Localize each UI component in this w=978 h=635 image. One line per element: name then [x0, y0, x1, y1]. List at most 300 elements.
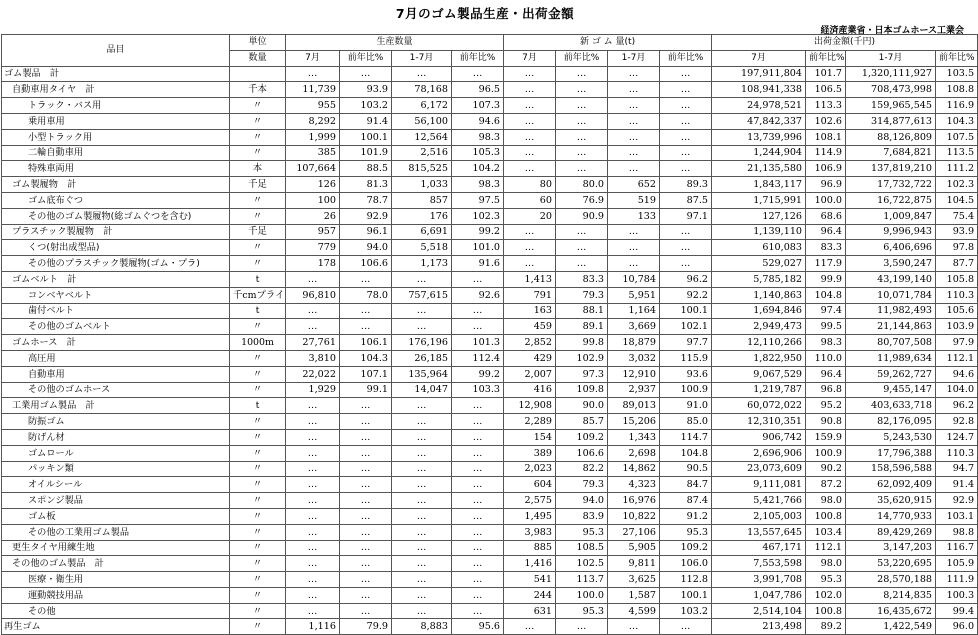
table-row: [2, 224, 978, 240]
row-value: 757,615: [392, 287, 452, 303]
row-value: …: [660, 129, 712, 145]
table-row: [2, 98, 978, 114]
row-value: 107.5: [936, 129, 978, 145]
row-value: 98.3: [452, 129, 504, 145]
row-value: 110.0: [806, 350, 846, 366]
row-value: 27,106: [608, 524, 660, 540]
row-value: …: [286, 303, 340, 319]
row-value: 112.1: [936, 350, 978, 366]
row-value: …: [340, 587, 392, 603]
row-value: …: [392, 603, 452, 619]
header-sub: 前年比%: [936, 50, 978, 66]
header-sub: 7月: [504, 50, 556, 66]
row-value: 96.2: [936, 398, 978, 414]
row-value: 11,989,634: [846, 350, 936, 366]
row-unit: 〃: [230, 414, 286, 430]
table-row: [2, 524, 978, 540]
row-value: 104.8: [660, 445, 712, 461]
row-value: 95.3: [556, 524, 608, 540]
row-value: 159.9: [806, 429, 846, 445]
row-value: 12,310,351: [712, 414, 806, 430]
row-value: …: [556, 619, 608, 635]
row-item-name: その他のゴム製履物(総ゴムぐつを含む): [2, 208, 230, 224]
row-item-name: ゴム製品 計: [2, 66, 230, 82]
row-value: …: [452, 477, 504, 493]
row-value: 158,596,588: [846, 461, 936, 477]
row-value: 1,164: [608, 303, 660, 319]
row-value: …: [392, 540, 452, 556]
row-value: 1,140,863: [712, 287, 806, 303]
row-value: 78.7: [340, 192, 392, 208]
row-value: …: [340, 461, 392, 477]
row-value: 106.6: [556, 445, 608, 461]
row-value: 610,083: [712, 240, 806, 256]
row-value: …: [392, 445, 452, 461]
row-value: …: [556, 161, 608, 177]
header-item: 品目: [2, 35, 230, 67]
row-value: 12,564: [392, 129, 452, 145]
row-value: 3,625: [608, 572, 660, 588]
table-row: [2, 145, 978, 161]
row-value: 11,739: [286, 82, 340, 98]
row-value: 127,126: [712, 208, 806, 224]
row-value: …: [608, 113, 660, 129]
row-value: …: [392, 271, 452, 287]
row-item-name: ゴムホース 計: [2, 335, 230, 351]
row-item-name: ゴムベルト 計: [2, 271, 230, 287]
row-item-name: その他のゴム製品 計: [2, 556, 230, 572]
row-value: …: [340, 556, 392, 572]
row-value: 102.0: [806, 587, 846, 603]
row-value: 96.0: [936, 619, 978, 635]
row-value: …: [660, 82, 712, 98]
row-value: 96,810: [286, 287, 340, 303]
row-value: 113.7: [556, 572, 608, 588]
row-value: 89.2: [806, 619, 846, 635]
row-value: 111.2: [936, 161, 978, 177]
row-item-name: ゴム製履物 計: [2, 177, 230, 193]
table-row: [2, 398, 978, 414]
row-value: 955: [286, 98, 340, 114]
row-value: 9,111,081: [712, 477, 806, 493]
row-value: 87.7: [936, 256, 978, 272]
table-row: [2, 271, 978, 287]
row-value: …: [392, 303, 452, 319]
row-value: 104.3: [340, 350, 392, 366]
row-value: 176,196: [392, 335, 452, 351]
row-value: 99.9: [806, 271, 846, 287]
row-value: 5,421,766: [712, 493, 806, 509]
row-item-name: 二輪自動車用: [2, 145, 230, 161]
row-value: …: [286, 398, 340, 414]
row-value: 133: [608, 208, 660, 224]
row-value: 88.5: [340, 161, 392, 177]
row-unit: 〃: [230, 382, 286, 398]
row-value: 98.3: [452, 177, 504, 193]
row-value: 83.3: [806, 240, 846, 256]
row-value: 91.4: [340, 113, 392, 129]
row-value: 62,092,409: [846, 477, 936, 493]
row-value: 6,172: [392, 98, 452, 114]
row-value: 98.0: [806, 493, 846, 509]
row-value: 97.8: [936, 240, 978, 256]
row-value: 103.4: [806, 524, 846, 540]
row-value: 4,599: [608, 603, 660, 619]
row-value: 13,739,996: [712, 129, 806, 145]
row-value: 113.3: [806, 98, 846, 114]
header-new-rubber: 新 ゴ ム 量(t): [504, 35, 712, 51]
row-value: 102.6: [806, 113, 846, 129]
row-value: …: [556, 66, 608, 82]
row-value: 27,761: [286, 335, 340, 351]
row-value: …: [286, 603, 340, 619]
row-value: 1,715,991: [712, 192, 806, 208]
row-value: 1,047,786: [712, 587, 806, 603]
row-value: 8,883: [392, 619, 452, 635]
row-value: …: [452, 556, 504, 572]
row-value: 100: [286, 192, 340, 208]
row-unit: 〃: [230, 445, 286, 461]
row-value: …: [392, 556, 452, 572]
row-value: …: [504, 98, 556, 114]
row-value: 99.2: [452, 366, 504, 382]
header-sub: 1-7月: [846, 50, 936, 66]
row-value: 108.1: [806, 129, 846, 145]
row-value: …: [392, 66, 452, 82]
row-value: 1,219,787: [712, 382, 806, 398]
row-value: 97.1: [660, 208, 712, 224]
row-unit: 〃: [230, 129, 286, 145]
row-unit: 〃: [230, 619, 286, 635]
table-row: [2, 445, 978, 461]
row-value: 21,135,580: [712, 161, 806, 177]
row-value: …: [556, 129, 608, 145]
row-value: 116.7: [936, 540, 978, 556]
row-value: 178: [286, 256, 340, 272]
row-value: 96.1: [340, 224, 392, 240]
row-unit: 〃: [230, 587, 286, 603]
row-unit: 〃: [230, 524, 286, 540]
row-value: 59,262,727: [846, 366, 936, 382]
row-value: 88,126,809: [846, 129, 936, 145]
row-value: 84.7: [660, 477, 712, 493]
row-value: …: [286, 572, 340, 588]
row-item-name: その他のゴムホース: [2, 382, 230, 398]
row-value: …: [340, 572, 392, 588]
row-value: 12,910: [608, 366, 660, 382]
row-value: 3,983: [504, 524, 556, 540]
row-value: 3,991,708: [712, 572, 806, 588]
row-value: 176: [392, 208, 452, 224]
row-value: 18,879: [608, 335, 660, 351]
row-unit: t: [230, 303, 286, 319]
row-value: 76.9: [556, 192, 608, 208]
row-item-name: 再生ゴム: [2, 619, 230, 635]
row-value: …: [340, 540, 392, 556]
row-value: 2,949,473: [712, 319, 806, 335]
row-value: 98.0: [806, 556, 846, 572]
row-value: 459: [504, 319, 556, 335]
row-value: …: [340, 398, 392, 414]
row-unit: 1000m: [230, 335, 286, 351]
row-item-name: 防振ゴム: [2, 414, 230, 430]
row-unit: [230, 66, 286, 82]
row-value: …: [340, 303, 392, 319]
row-value: …: [286, 319, 340, 335]
table-row: [2, 619, 978, 635]
table-row: [2, 350, 978, 366]
row-value: 100.8: [806, 603, 846, 619]
row-value: …: [452, 445, 504, 461]
row-value: 1,694,846: [712, 303, 806, 319]
row-value: 1,413: [504, 271, 556, 287]
row-value: 101.7: [806, 66, 846, 82]
row-unit: 〃: [230, 208, 286, 224]
row-value: 7,684,821: [846, 145, 936, 161]
row-value: 2,852: [504, 335, 556, 351]
row-value: …: [392, 524, 452, 540]
row-value: …: [608, 66, 660, 82]
row-item-name: 自動車用タイヤ 計: [2, 82, 230, 98]
row-value: 117.9: [806, 256, 846, 272]
row-value: 16,722,875: [846, 192, 936, 208]
row-value: 1,495: [504, 508, 556, 524]
row-unit: 〃: [230, 540, 286, 556]
row-value: 104.5: [936, 192, 978, 208]
row-value: …: [556, 113, 608, 129]
row-value: 21,144,863: [846, 319, 936, 335]
row-value: 779: [286, 240, 340, 256]
row-value: …: [608, 82, 660, 98]
row-value: …: [556, 145, 608, 161]
row-unit: 〃: [230, 113, 286, 129]
row-value: 1,173: [392, 256, 452, 272]
row-unit: 〃: [230, 366, 286, 382]
header-sub: 前年比%: [452, 50, 504, 66]
row-value: 100.0: [556, 587, 608, 603]
row-value: …: [286, 508, 340, 524]
row-value: 105.9: [936, 556, 978, 572]
row-value: 97.5: [452, 192, 504, 208]
row-value: …: [286, 493, 340, 509]
header-unit-bottom: 数量: [230, 50, 286, 66]
row-value: 529,027: [712, 256, 806, 272]
row-value: …: [452, 524, 504, 540]
row-value: 103.1: [936, 508, 978, 524]
row-value: 91.2: [660, 508, 712, 524]
table-row: [2, 603, 978, 619]
row-value: 56,100: [392, 113, 452, 129]
row-value: 102.5: [556, 556, 608, 572]
row-value: 108.8: [936, 82, 978, 98]
row-value: …: [504, 113, 556, 129]
row-value: 2,937: [608, 382, 660, 398]
row-value: …: [392, 477, 452, 493]
table-row: [2, 82, 978, 98]
table-body: [2, 66, 978, 635]
row-value: 106.5: [806, 82, 846, 98]
header-sub: 1-7月: [608, 50, 660, 66]
row-value: 88.1: [556, 303, 608, 319]
row-value: 104.8: [806, 287, 846, 303]
row-value: …: [452, 508, 504, 524]
row-item-name: 高圧用: [2, 350, 230, 366]
row-value: 100.3: [936, 587, 978, 603]
row-value: 106.0: [660, 556, 712, 572]
row-value: …: [660, 161, 712, 177]
row-item-name: 小型トラック用: [2, 129, 230, 145]
table-row: [2, 303, 978, 319]
row-value: 95.3: [556, 603, 608, 619]
row-unit: 〃: [230, 98, 286, 114]
row-value: 12,908: [504, 398, 556, 414]
table-row: [2, 240, 978, 256]
row-value: 26,185: [392, 350, 452, 366]
row-value: 791: [504, 287, 556, 303]
row-value: 92.9: [936, 493, 978, 509]
row-value: 96.5: [452, 82, 504, 98]
row-value: 104.2: [452, 161, 504, 177]
row-value: 107,664: [286, 161, 340, 177]
header-sub: 1-7月: [392, 50, 452, 66]
table-row: [2, 587, 978, 603]
row-value: …: [286, 477, 340, 493]
row-value: 106.1: [340, 335, 392, 351]
row-value: 8,292: [286, 113, 340, 129]
row-value: 80: [504, 177, 556, 193]
row-value: …: [452, 587, 504, 603]
row-value: 92.9: [340, 208, 392, 224]
row-value: …: [452, 319, 504, 335]
row-unit: 千cmプライ: [230, 287, 286, 303]
row-value: 14,770,933: [846, 508, 936, 524]
row-value: 91.4: [936, 477, 978, 493]
row-unit: 千足: [230, 224, 286, 240]
header-sub: 7月: [286, 50, 340, 66]
row-value: 2,514,104: [712, 603, 806, 619]
row-value: …: [660, 98, 712, 114]
header-row-1: [2, 35, 978, 51]
table-row: [2, 540, 978, 556]
row-value: 541: [504, 572, 556, 588]
row-value: …: [286, 587, 340, 603]
row-value: …: [608, 240, 660, 256]
row-value: 403,633,718: [846, 398, 936, 414]
row-value: 90.0: [556, 398, 608, 414]
row-value: 80.0: [556, 177, 608, 193]
row-item-name: その他のゴムベルト: [2, 319, 230, 335]
row-value: 652: [608, 177, 660, 193]
row-item-name: 更生タイヤ用練生地: [2, 540, 230, 556]
row-value: 99.8: [556, 335, 608, 351]
row-value: 2,698: [608, 445, 660, 461]
row-value: 109.2: [556, 429, 608, 445]
row-item-name: 防げん材: [2, 429, 230, 445]
row-value: …: [452, 493, 504, 509]
row-value: …: [286, 445, 340, 461]
row-unit: 〃: [230, 477, 286, 493]
row-value: …: [660, 240, 712, 256]
row-value: 885: [504, 540, 556, 556]
row-value: 9,996,943: [846, 224, 936, 240]
row-value: 3,810: [286, 350, 340, 366]
row-value: 47,842,337: [712, 113, 806, 129]
row-value: 1,320,111,927: [846, 66, 936, 82]
row-value: 99.4: [936, 603, 978, 619]
row-value: 110.3: [936, 445, 978, 461]
row-value: …: [452, 398, 504, 414]
row-item-name: その他のプラスチック製履物(ゴム・プラ): [2, 256, 230, 272]
row-value: …: [286, 66, 340, 82]
row-value: 159,965,545: [846, 98, 936, 114]
row-value: …: [340, 271, 392, 287]
row-value: 3,590,247: [846, 256, 936, 272]
row-value: 14,862: [608, 461, 660, 477]
row-value: …: [608, 256, 660, 272]
row-value: 79.3: [556, 287, 608, 303]
row-value: 101.9: [340, 145, 392, 161]
row-value: 24,978,521: [712, 98, 806, 114]
table-row: [2, 493, 978, 509]
row-value: …: [340, 414, 392, 430]
row-value: 467,171: [712, 540, 806, 556]
row-value: 10,822: [608, 508, 660, 524]
row-unit: 〃: [230, 256, 286, 272]
table-row: [2, 382, 978, 398]
row-value: 94.6: [452, 113, 504, 129]
table-row: [2, 477, 978, 493]
row-value: 85.0: [660, 414, 712, 430]
row-value: 314,877,613: [846, 113, 936, 129]
row-value: …: [286, 271, 340, 287]
row-item-name: オイルシール: [2, 477, 230, 493]
row-value: 82.2: [556, 461, 608, 477]
row-unit: 〃: [230, 240, 286, 256]
row-value: 89.3: [660, 177, 712, 193]
table-row: [2, 129, 978, 145]
row-value: 9,811: [608, 556, 660, 572]
row-value: 95.3: [806, 572, 846, 588]
row-unit: 〃: [230, 192, 286, 208]
row-value: 112.1: [806, 540, 846, 556]
row-value: …: [286, 414, 340, 430]
row-item-name: 工業用ゴム製品 計: [2, 398, 230, 414]
row-value: 1,033: [392, 177, 452, 193]
row-value: 102.9: [556, 350, 608, 366]
row-value: 103.3: [452, 382, 504, 398]
row-value: 85.7: [556, 414, 608, 430]
row-value: 90.2: [806, 461, 846, 477]
row-value: 416: [504, 382, 556, 398]
row-value: …: [660, 619, 712, 635]
row-value: …: [608, 129, 660, 145]
row-value: 100.1: [340, 129, 392, 145]
row-value: 1,822,950: [712, 350, 806, 366]
row-value: 53,220,695: [846, 556, 936, 572]
row-value: 81.3: [340, 177, 392, 193]
row-value: …: [504, 82, 556, 98]
row-value: 135,964: [392, 366, 452, 382]
row-value: 94.0: [556, 493, 608, 509]
row-value: 75.4: [936, 208, 978, 224]
row-value: …: [504, 619, 556, 635]
row-value: 2,105,003: [712, 508, 806, 524]
row-value: 114.7: [660, 429, 712, 445]
production-table: [1, 34, 978, 635]
row-item-name: スポンジ製品: [2, 493, 230, 509]
row-value: 43,199,140: [846, 271, 936, 287]
row-value: …: [340, 524, 392, 540]
